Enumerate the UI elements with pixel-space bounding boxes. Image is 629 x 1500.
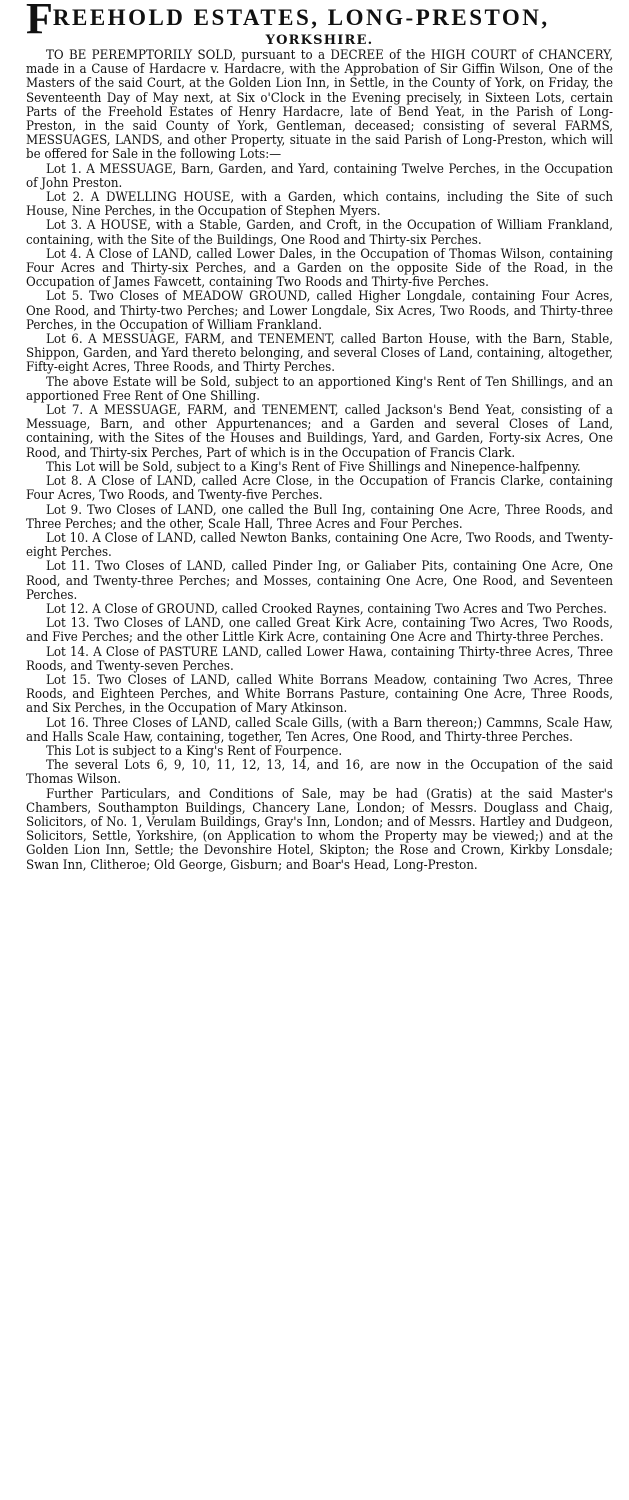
intro-paragraph: TO BE PEREMPTORILY SOLD, pursuant to a DECREE of the HIGH COURT of CHANCERY, made in a Cause of Hardacre v. Hardacre, with the Approbation of Sir Giffin Wilson, One of the Masters of the said Court, at the Golden Lion Inn, in Settle, in the County of York, on Friday, the Seventeenth Day of May next, at Six o'Clock in the Evening precisely, in Sixteen Lots, certain Parts of the Freehold Estates of Henry Hardacre, late of Bend Yeat, in the Parish of Long-Preston, in the said County of York, Gentleman, deceased; consisting of several FARMS, MESSUAGES, LANDS, and other Property, situate in the said Parish of Long-Preston, which will be offered for Sale in the following Lots:— (26, 48, 613, 163)
occupation-note: The several Lots 6, 9, 10, 11, 12, 13, 14, and 16, are now in the Occupation of the said Thomas Wilson. (26, 758, 613, 788)
advertisement-body (26, 49, 613, 873)
lot-5-paragraph: Lot 5. Two Closes of MEADOW GROUND, called Higher Longdale, containing Four Acres, One Rood, and Thirty-two Perches; and Lower Longdale, Six Acres, Two Roods, and Thirty-three Perches, in the Occupation of William Frankland. (26, 289, 613, 333)
lot-16-paragraph: Lot 16. Three Closes of LAND, called Scale Gills, (with a Barn thereon;) Cammns, Scale Haw, and Halls Scale Haw, containing, together, Ten Acres, One Rood, and Thirty-three Perches. (26, 715, 613, 745)
further-particulars: Further Particulars, and Conditions of Sale, may be had (Gratis) at the said Master's Chambers, Southampton Buildings, Chancery Lane, London; of Messrs. Douglass and Chaig, Solicitors, of No. 1, Verulam Buildings, Gray's Inn, London; and of Messrs. Hartley and Dudgeon, Solicitors, Settle, Yorkshire, (on Application to whom the Property may be viewed;) and at the Golden Lion Inn, Settle; the Devonshire Hotel, Skipton; the Rose and Crown, Kirkby Lonsdale; Swan Inn, Clitheroe; Old George, Gisburn; and Boar's Head, Long-Preston. (26, 786, 613, 873)
headline-county: YORKSHIRE. (265, 33, 374, 48)
lot-10-paragraph: Lot 10. A Close of LAND, called Newton Banks, containing One Acre, Two Roods, and Twenty-eight Perches. (26, 530, 613, 561)
headline-text: REEHOLD ESTATES, LONG-PRESTON, (52, 5, 550, 30)
lot-16-rent-note: This Lot is subject to a King's Rent of Fourpence. (46, 743, 343, 759)
lot-12-paragraph: Lot 12. A Close of GROUND, called Crooked Raynes, containing Two Acres and Two Perches. (46, 601, 607, 617)
lot-4-paragraph: Lot 4. A Close of LAND, called Lower Dales, in the Occupation of Thomas Wilson, containing Four Acres and Thirty-six Perches, and a Garden on the opposite Side of the Road, in the Occupation of James Fawcett, containing Two Roods and Thirty-five Perches. (26, 246, 613, 291)
lot-7-paragraph: Lot 7. A MESSUAGE, FARM, and TENEMENT, called Jackson's Bend Yeat, consisting of a Messuage, Barn, and other Appurtenances; and a Garden and several Closes of Land, containing, with the Sites of the Houses and Buildings, Yard, and Garden, Forty-six Acres, One Rood, and Thirty-six Perches, Part of which is in the Occupation of Francis Clark. (26, 403, 613, 461)
lot-14-paragraph: Lot 14. A Close of PASTURE LAND, called Lower Hawa, containing Thirty-three Acres, Three Roods, and Twenty-seven Perches. (26, 644, 613, 674)
lot-15-paragraph: Lot 15. Two Closes of LAND, called White Borrans Meadow, containing Two Acres, Three Roods, and Eighteen Perches, and White Borrans Pasture, containing One Acre, Three Roods, and Six Perches, in the Occupation of Mary Atkinson. (26, 672, 613, 717)
lot-13-paragraph: Lot 13. Two Closes of LAND, one called Great Kirk Acre, containing Two Acres, Two Roods, and Five Perches; and the other Little Kirk Acre, containing One Acre and Thirty-three Perches. (26, 616, 613, 646)
lot-7-rent-note: This Lot will be Sold, subject to a King's Rent of Five Shillings and Ninepence-halfpenny. (46, 459, 581, 475)
lot-2-paragraph: Lot 2. A DWELLING HOUSE, with a Garden, which contains, including the Site of such House, Nine Perches, in the Occupation of Stephen Myers. (26, 190, 613, 220)
lot-6-rent-note: The above Estate will be Sold, subject to an apportioned King's Rent of Ten Shillings, and an apportioned Free Rent of One Shilling. (26, 374, 613, 404)
lot-11-paragraph: Lot 11. Two Closes of LAND, called Pinder Ing, or Galiaber Pits, containing One Acre, One Rood, and Twenty-three Perches; and Mosses, containing One Acre, One Rood, and Seventeen Perches. (26, 559, 613, 603)
lot-3-paragraph: Lot 3. A HOUSE, with a Stable, Garden, and Croft, in the Occupation of William Frankland, containing, with the Site of the Buildings, One Rood and Thirty-six Perches. (26, 218, 613, 248)
lot-1-paragraph: Lot 1. A MESSUAGE, Barn, Garden, and Yard, containing Twelve Perches, in the Occupation of John Preston. (26, 161, 613, 191)
lot-6-paragraph: Lot 6. A MESSUAGE, FARM, and TENEMENT, called Barton House, with the Barn, Stable, Shippon, Garden, and Yard thereto belonging, and several Closes of Land, containing, altogether, Fifty-eight Acres, Three Roods, and Thirty Perches. (26, 332, 613, 376)
lot-8-paragraph: Lot 8. A Close of LAND, called Acre Close, in the Occupation of Francis Clarke, containing Four Acres, Two Roods, and Twenty-five Perches. (26, 474, 613, 504)
headline-drop-initial: F (26, 0, 53, 43)
lot-9-paragraph: Lot 9. Two Closes of LAND, one called the Bull Ing, containing One Acre, Three Roods, and Three Perches; and the other, Scale Hall, Three Acres and Four Perches. (26, 502, 613, 532)
